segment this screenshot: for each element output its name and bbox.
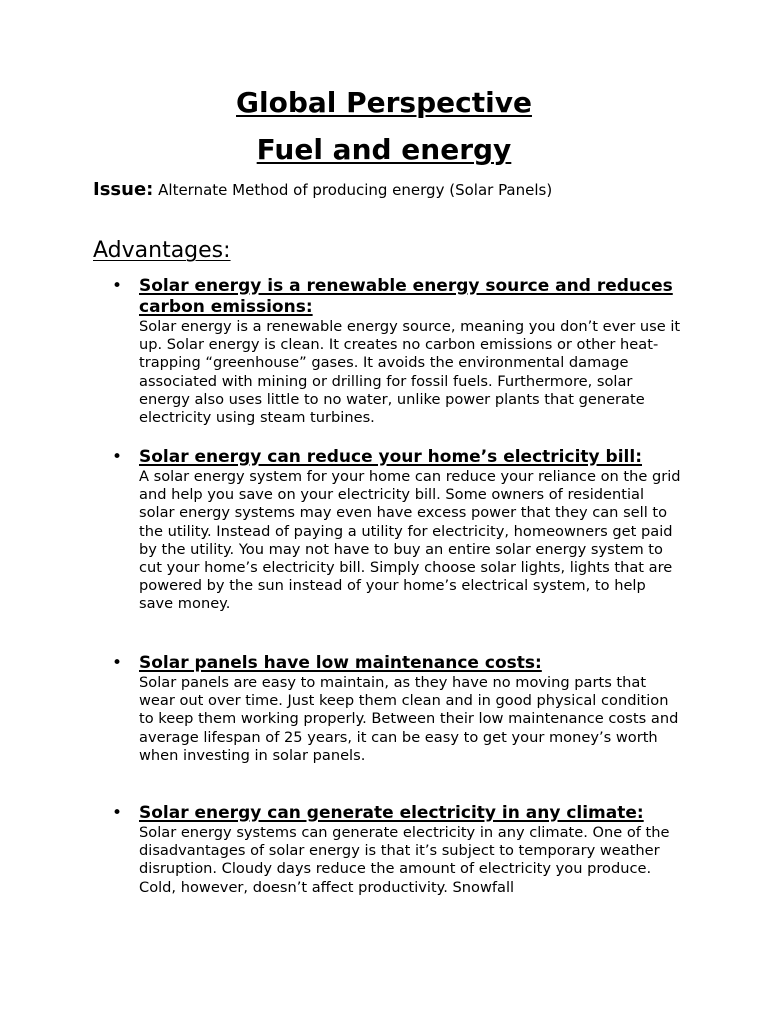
advantage-body: A solar energy system for your home can reduce your reliance on the grid and help you save on your electricity bill. Some owners of residential solar energy systems may even have excess power that they can sell to the utility. Instead of paying a utility for electricity, homeowners get paid by the utility. You may not have to buy an entire solar energy system to cut your home’s electricity bill. Simply choose solar lights, lights that are powered by the sun instead of your home’s electrical system, to help save money. — [139, 468, 681, 613]
advantage-item — [112, 803, 682, 897]
advantage-body: Solar panels are easy to maintain, as they have no moving parts that wear out over time. Just keep them clean and in good physical condition to keep them working properly. Between their low maintenance costs and average lifespan of 25 years, it can be easy to get your money’s worth when investing in solar panels. — [139, 674, 679, 764]
bullet-icon: • — [112, 653, 123, 673]
bullet-icon: • — [112, 276, 123, 296]
issue-text: Alternate Method of producing energy (Solar Panels) — [158, 181, 553, 199]
issue-line — [93, 178, 552, 202]
advantage-item — [112, 653, 682, 765]
advantage-heading: Solar energy is a renewable energy source and reduces carbon emissions: — [139, 276, 673, 317]
advantage-heading: Solar energy can generate electricity in any climate: — [139, 803, 644, 823]
document-title-text: Global Perspective — [236, 86, 532, 119]
document-title — [0, 86, 768, 120]
document-subtitle-text: Fuel and energy — [256, 133, 512, 166]
advantage-heading: Solar energy can reduce your home’s electricity bill: — [139, 447, 642, 467]
advantage-heading: Solar panels have low maintenance costs: — [139, 653, 542, 673]
advantage-item — [112, 276, 682, 427]
advantage-body: Solar energy is a renewable energy source, meaning you don’t ever use it up. Solar energy is clean. It creates no carbon emissions or other heat-trapping “greenhouse” gases. It avoids the environmental damage associated with mining or drilling for fossil fuels. Furthermore, solar energy also uses little to no water, unlike power plants that generate electricity using steam turbines. — [139, 318, 681, 427]
advantage-body: Solar energy systems can generate electricity in any climate. One of the disadvantages of solar energy is that it’s subject to temporary weather disruption. Cloudy days reduce the amount of electricity you produce. Cold, however, doesn’t affect productivity. Snowfall — [139, 824, 670, 896]
bullet-icon: • — [112, 803, 123, 823]
advantages-heading: Advantages: — [93, 238, 231, 263]
issue-label: Issue: — [93, 179, 154, 200]
advantage-item — [112, 447, 682, 614]
document-subtitle — [0, 133, 768, 167]
bullet-icon: • — [112, 447, 123, 467]
